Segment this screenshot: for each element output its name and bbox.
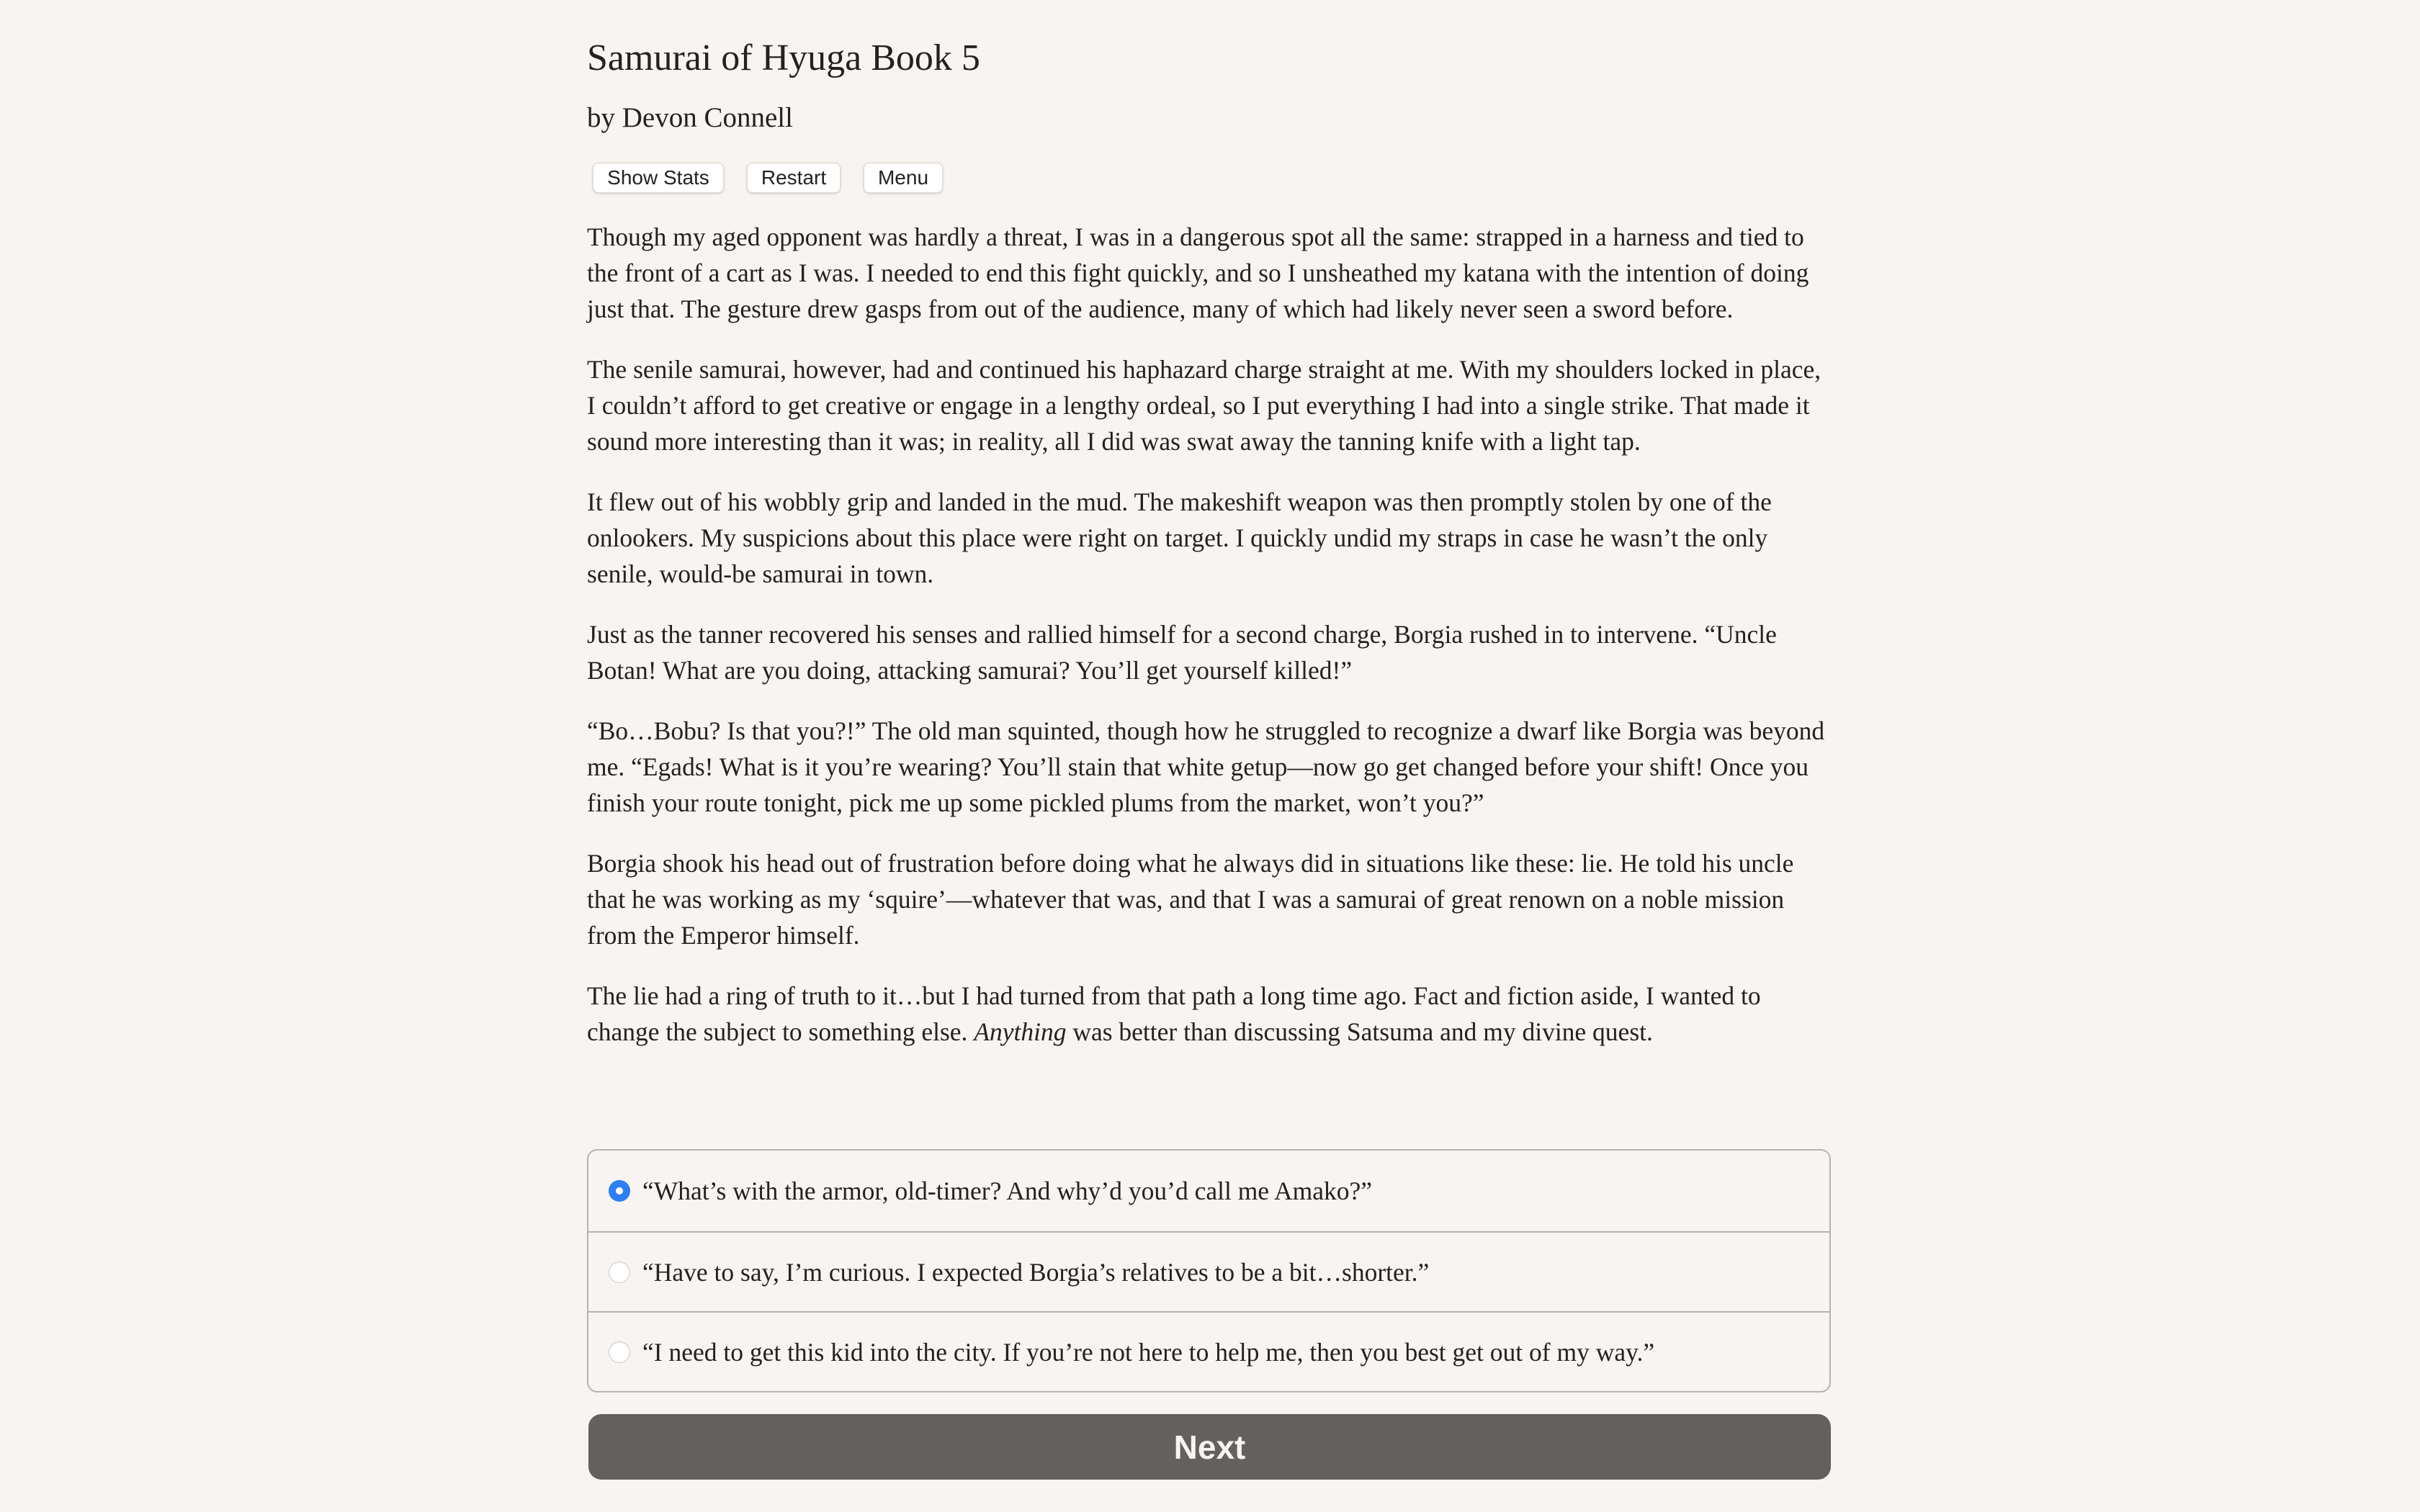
radio-unselected-icon[interactable] [609,1341,630,1363]
choice-label: “What’s with the armor, old-timer? And why’d you’d call me Amako?” [642,1176,1372,1205]
story-text [587,219,1831,1074]
show-stats-button[interactable]: Show Stats [593,163,724,193]
next-button[interactable]: Next [588,1414,1831,1480]
choice-option[interactable] [588,1311,1829,1391]
story-paragraph: “Bo…Bobu? Is that you?!” The old man squinted, though how he struggled to recognize a dwarf like Borgia was beyond me. “Egads! What is it you’re wearing? You’ll stain that white getup—now go get changed before your shift! Once you finish your route tonight, pick me up some pickled plums from the market, won’t you?” [587,716,1825,817]
paragraph-text: was better than discussing Satsuma and my divine quest. [1066,1017,1653,1046]
choice-label: “Have to say, I’m curious. I expected Borgia’s relatives to be a bit…shorter.” [642,1257,1430,1287]
story-paragraph [587,978,1831,1050]
choice-label: “I need to get this kid into the city. If you’re not here to help me, then you best get out of my way.” [642,1337,1655,1367]
story-paragraph: Though my aged opponent was hardly a threat, I was in a dangerous spot all the same: strapped in a harness and tied to the front of a cart as I was. I needed to end this fight quickly, and so I unsheathed my katana with the intention of doing just that. The gesture drew gasps from out of the audience, many of which had likely never seen a sword before. [587,222,1809,323]
choice-option[interactable] [588,1151,1829,1231]
menu-button[interactable]: Menu [864,163,943,193]
toolbar [593,163,966,193]
emphasis-text: Anything [974,1017,1067,1046]
story-paragraph: It flew out of his wobbly grip and landed in the mud. The makeshift weapon was then promptly stolen by one of the onlookers. My suspicions about this place were right on target. I quickly undid my straps in case he wasn’t the only senile, would-be samurai in town. [587,487,1772,588]
radio-unselected-icon[interactable] [609,1261,630,1283]
choice-list [587,1149,1831,1392]
story-paragraph: The senile samurai, however, had and continued his haphazard charge straight at me. With my shoulders locked in place, I couldn’t afford to get creative or engage in a lengthy ordeal, so I put everything I had into a single strike. That made it sound more interesting than it was; in reality, all I did was swat away the tanning knife with a light tap. [587,355,1821,456]
page-title: Samurai of Hyuga Book 5 [587,37,980,78]
restart-button[interactable]: Restart [747,163,841,193]
story-paragraph: Just as the tanner recovered his senses and rallied himself for a second charge, Borgia rushed in to intervene. “Uncle Botan! What are you doing, attacking samurai? You’ll get yourself killed!” [587,620,1777,685]
author-line: by Devon Connell [587,102,793,133]
radio-selected-icon[interactable] [609,1180,630,1202]
paragraph-text: The lie had a ring of truth to it…but I had turned from that path a long time ago. Fact and fiction aside, I wanted to change the subject to something else. [587,981,1761,1046]
choice-option[interactable] [588,1231,1829,1311]
story-paragraph: Borgia shook his head out of frustration before doing what he always did in situations like these: lie. He told his uncle that he was working as my ‘squire’—whatever that was, and that I was a samurai of great renown on a noble mission from the Emperor himself. [587,849,1794,950]
